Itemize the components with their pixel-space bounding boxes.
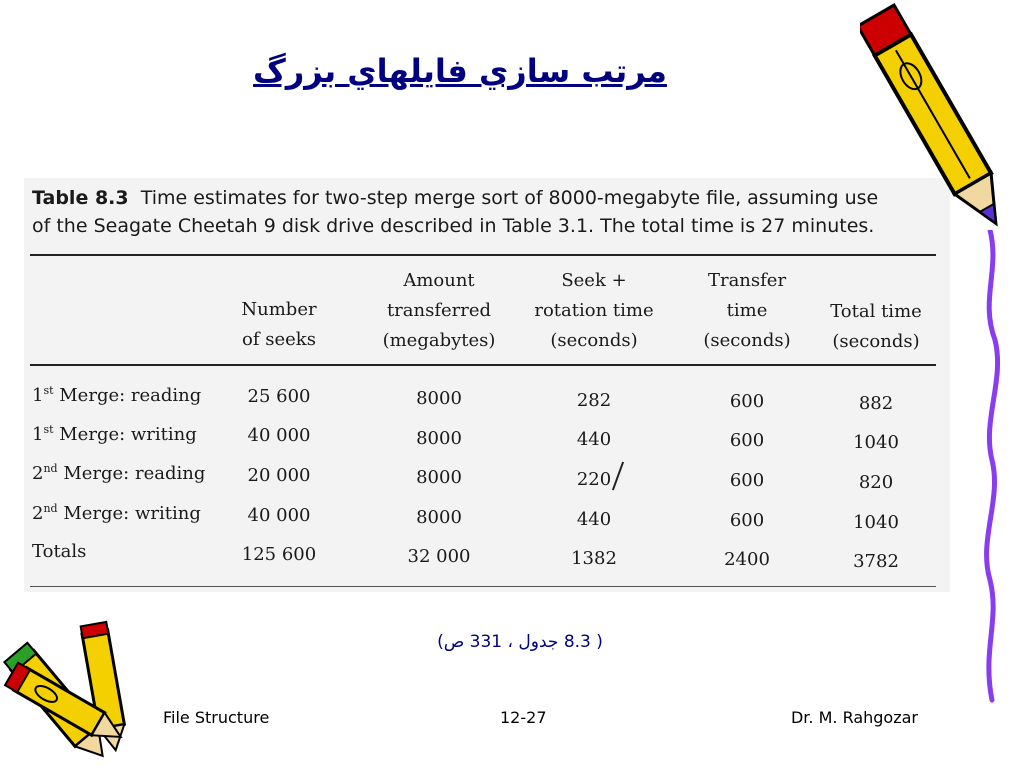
row-label: 2nd Merge: reading bbox=[32, 462, 206, 484]
cell-seeks: 40 000 bbox=[247, 425, 311, 446]
total-seek-time: 1382 bbox=[571, 548, 617, 569]
cell-total: 882 bbox=[858, 393, 894, 414]
slide-title: مرتب سازي فايلهاي بزرگ bbox=[253, 52, 667, 90]
cell-seek-time: 440 bbox=[576, 509, 612, 530]
table-caption bbox=[32, 184, 932, 240]
header-rule bbox=[30, 364, 936, 366]
cell-seeks: 20 000 bbox=[247, 465, 311, 486]
cell-amount: 8000 bbox=[416, 507, 462, 528]
row-label: 1st Merge: writing bbox=[32, 423, 197, 445]
cell-transfer: 600 bbox=[729, 510, 765, 531]
cell-amount: 8000 bbox=[416, 467, 462, 488]
total-amount: 32 000 bbox=[407, 546, 471, 567]
cell-transfer: 600 bbox=[729, 391, 765, 412]
bottom-rule bbox=[30, 586, 936, 587]
top-rule bbox=[30, 254, 936, 256]
cell-amount: 8000 bbox=[416, 428, 462, 449]
footer-slide-number: 12-27 bbox=[500, 708, 547, 727]
total-transfer: 2400 bbox=[724, 549, 770, 570]
caption-line1: Time estimates for two-step merge sort of 8000-megabyte file, assuming use bbox=[140, 187, 879, 209]
total-total: 3782 bbox=[853, 551, 899, 572]
caption-label: Table 8.3 bbox=[32, 187, 129, 209]
cell-seeks: 25 600 bbox=[247, 386, 311, 407]
cell-total: 1040 bbox=[853, 512, 899, 533]
table-scan bbox=[24, 178, 950, 592]
cell-seeks: 40 000 bbox=[247, 505, 311, 526]
row-label: 2nd Merge: writing bbox=[32, 502, 201, 524]
header-transfer: Transfer time (seconds) bbox=[703, 270, 791, 351]
page-reference: ( 8.3 جدول ، 331 ص) bbox=[437, 632, 603, 652]
cell-seek-time: 220 bbox=[576, 469, 612, 490]
pencil-icon bbox=[860, 0, 1010, 245]
header-amount: Amount transferred (megabytes) bbox=[382, 270, 496, 351]
total-seeks: 125 600 bbox=[241, 544, 317, 565]
header-total: Total time (seconds) bbox=[830, 301, 922, 352]
cell-amount: 8000 bbox=[416, 388, 462, 409]
footer-course: File Structure bbox=[163, 708, 270, 727]
border-squiggle bbox=[970, 230, 1010, 710]
caption-line2: of the Seagate Cheetah 9 disk drive described in Table 3.1. The total time is 27 minutes. bbox=[32, 215, 875, 237]
cell-transfer: 600 bbox=[729, 470, 765, 491]
cell-seek-time: 440 bbox=[576, 429, 612, 450]
cell-total: 820 bbox=[858, 472, 894, 493]
footer-author: Dr. M. Rahgozar bbox=[790, 708, 918, 727]
totals-label: Totals bbox=[32, 541, 87, 562]
header-seek-time: Seek + rotation time (seconds) bbox=[534, 270, 654, 351]
cell-total: 1040 bbox=[853, 432, 899, 453]
pencils-icon bbox=[0, 620, 160, 760]
header-seeks: Number of seeks bbox=[241, 299, 317, 350]
cell-seek-time: 282 bbox=[576, 390, 612, 411]
cell-transfer: 600 bbox=[729, 430, 765, 451]
row-label: 1st Merge: reading bbox=[32, 384, 202, 406]
